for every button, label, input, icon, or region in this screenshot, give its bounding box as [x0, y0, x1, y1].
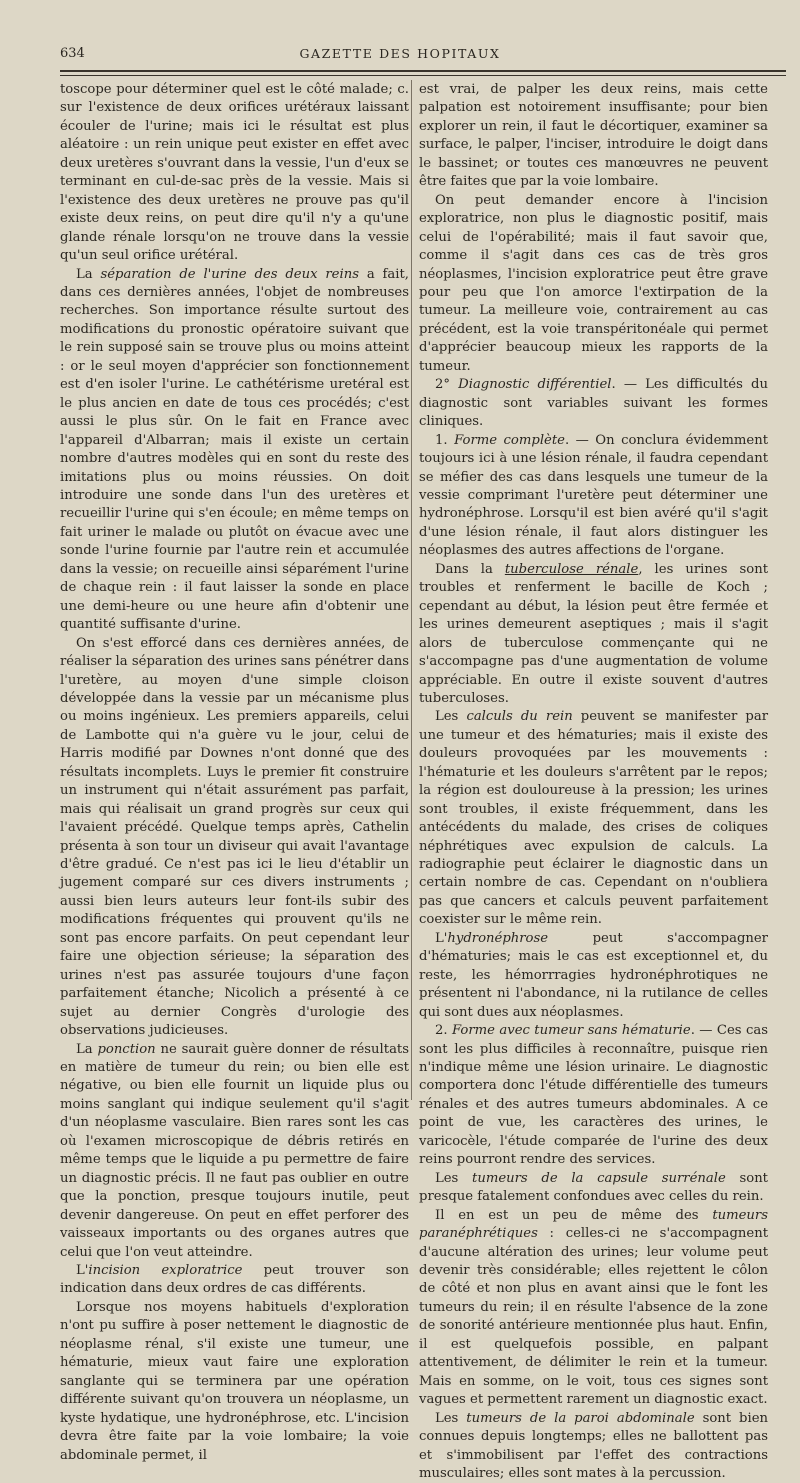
left-paragraph	[60, 1262, 409, 1299]
left-paragraph: On s'est efforcé dans ces dernières années, de réaliser la séparation des urines sans pénétrer dans l'uretère, au moyen d'une simple cloison développée dans la vessie par un mécanisme plus ou moins ingénieux. Les premiers appareils, celui de Lambotte qui n'a guère vu le jour, celui de Harris modifié par Downes n'ont donné que des résultats incomplets. Luys le premier fit construire un instrument qui n'était assurément pas parfait, mais qui réalisait un grand progrès sur ceux qui l'avaient précédé. Quelque temps après, Cathelin présenta à son tour un diviseur qui avait l'avantage d'être gradué. Ce n'est pas ici le lieu d'établir un jugement comparé sur ces divers instruments ; aussi bien leurs auteurs leur font-ils subir des modifications fréquentes qui prouvent qu'ils ne sont pas encore parfaits. On peut cependant leur faire une objection sérieuse; la séparation des urines n'est pas assurée toujours d'une façon parfaitement étanche; Nicolich a présenté à ce sujet au dernier Congrès d'urologie des observations judicieuses.	[60, 635, 409, 1039]
paragraph-lead: 2°	[435, 377, 459, 393]
paragraph-body: peut s'accompagner d'hématuries; mais le cas est exceptionnel et, du reste, les hémorrragies hydronéphrotiques ne présentent ni l'abondance, ni la rutilance de celles qui sont dues aux néoplasmes.	[419, 930, 768, 1020]
italic-term: hydronéphrose	[447, 930, 549, 946]
left-paragraph: toscope pour déterminer quel est le côté malade; c. sur l'existence de deux orifices urétéraux laissant écouler de l'urine; mais ici le résultat est plus aléatoire : un rein unique peut exister en effet avec deux uretères s'ouvrant dans la vessie, l'un d'eux se terminant en cul-de-sac près de la vessie. Mais si l'existence des deux uretères ne prouve pas qu'il existe deux reins, on peut dire qu'il n'y a qu'une glande rénale lorsqu'on ne trouve dans la vessie qu'un seul orifice urétéral.	[60, 82, 409, 264]
column-divider	[411, 80, 412, 1100]
paragraph-lead: Les	[435, 709, 467, 725]
paragraph-lead: 1.	[435, 432, 455, 448]
italic-term: incision exploratrice	[88, 1263, 243, 1278]
italic-term: tumeurs de la capsule surrénale	[472, 1170, 726, 1186]
right-paragraph	[419, 930, 768, 1022]
right-paragraph: est vrai, de palper les deux reins, mais cette palpation est notoirement insuffisante; pour bien explorer un rein, il faut le décortiquer, examiner sa surface, le palper, l'inciser, introduire le doigt dans le bassinet; or toutes ces manœuvres ne peuvent être faites que par la voie lombaire.	[419, 82, 768, 190]
paragraph-body: peut trouver son indication dans deux ordres de cas différents.	[60, 1263, 409, 1297]
paragraph-body: ne saurait guère donner de résultats en matière de tumeur du rein; ou bien elle est négative, ou bien elle fournit un liquide plus ou moins sanglant qui indique seulement qu'il s'agit d'un néoplasme vasculaire. Bien rares sont les cas où l'examen microscopique de débris retirés en même temps que le liquide a pu permettre de faire un diagnostic précis. Il ne faut pas oublier en outre que la ponction, presque toujours inutile, peut devenir dangereuse. On peut en effet perforer des vaisseaux importants ou des organes autres que celui que l'on veut atteindre.	[60, 1041, 409, 1260]
italic-term: tumeurs de la paroi abdominale	[466, 1410, 695, 1426]
paragraph-body: sont presque fatalement confondues avec celles du rein.	[419, 1170, 768, 1205]
right-paragraph	[419, 1207, 768, 1410]
left-column	[60, 81, 409, 1465]
left-paragraph	[60, 1041, 409, 1262]
page-number: 634	[60, 46, 85, 61]
right-paragraph	[419, 1170, 768, 1207]
header-rule-thin	[60, 75, 786, 76]
right-paragraph	[419, 561, 768, 709]
italic-term: Forme avec tumeur sans hématurie	[452, 1023, 691, 1039]
running-title: GAZETTE DES HOPITAUX	[299, 46, 501, 61]
paragraph-lead: Les	[435, 1170, 473, 1186]
right-paragraph	[419, 1410, 768, 1483]
right-paragraph	[419, 432, 768, 561]
left-paragraph: Lorsque nos moyens habituels d'exploration n'ont pu suffire à poser nettement le diagnostic de néoplasme rénal, s'il existe une tumeur, une hématurie, mieux vaut faire une exploration sanglante qui se terminera par une opération différente suivant qu'on trouvera un néoplasme, un kyste hydatique, une hydronéphrose, etc. L'incision devra être faite par la voie lombaire; la voie abdominale permet, il	[60, 1299, 409, 1463]
right-paragraph	[419, 708, 768, 929]
paragraph-lead: La	[76, 1041, 98, 1057]
paragraph-body: sont bien connues depuis longtemps; elles ne ballottent pas et s'immobilisent par l'effet des contractions musculaires; elles sont mates à la percussion.	[419, 1410, 768, 1481]
header-rule-thick	[60, 70, 786, 72]
paragraph-lead: L'	[435, 930, 448, 946]
paragraph-lead: 2.	[435, 1023, 452, 1039]
italic-term: Diagnostic différentiel	[458, 377, 612, 393]
paragraph-lead: Les	[435, 1410, 467, 1426]
right-column	[419, 81, 768, 1483]
paragraph-lead: L'	[76, 1263, 89, 1278]
paragraph-body: : celles-ci ne s'accompagnent d'aucune altération des urines; leur volume peut devenir très considérable; elles rejettent le côlon de côté et non plus en avant ainsi que le font les tumeurs du rein; il en résulte l'absence de la zone de sonorité antérieure mentionnée plus haut. Enfin, il est quelquefois possible, en palpant attentivement, de délimiter le rein et la tumeur. Mais en somme, on le voit, tous ces signes sont vagues et permettent rarement un diagnostic exact.	[419, 1226, 768, 1408]
paragraph-body: . — On conclura évidemment toujours ici à une lésion rénale, il faudra cependant se méfier des cas dans lesquels une tumeur de la vessie comprimant l'uretère peut déterminer une hydronéphrose. Lorsqu'il est bien avéré qu'il s'agit d'une lésion rénale, il faut alors distinguer les néoplasmes des autres affections de l'organe.	[419, 432, 768, 559]
left-paragraph	[60, 266, 409, 635]
italic-term: séparation de l'urine des deux reins	[100, 266, 359, 282]
paragraph-body: , les urines sont troubles et renferment le bacille de Koch ; cependant au début, la lésion peut être fermée et les urines demeurent aseptiques ; mais il s'agit alors de tuberculose commençante qui ne s'accompagne pas d'une augmentation de volume appréciable. En outre il existe souvent d'autres tuberculoses.	[419, 561, 768, 706]
italic-term: tumeurs paranéphrétiques	[419, 1207, 768, 1242]
paragraph-body: peuvent se manifester par une tumeur et des hématuries; mais il existe des douleurs provoquées par les mouvements : l'hématurie et les douleurs s'arrêtent par le repos; la région est douloureuse à la pression; les urines sont troubles, il existe fréquemment, dans les antécédents du malade, des crises de coliques néphrétiques avec expulsion de calculs. La radiographie peut éclairer le diagnostic dans un certain nombre de cas. Cependant on n'oubliera pas que cancers et calculs peuvent parfaitement coexister sur le même rein.	[419, 709, 768, 928]
italic-term: calculs du rein	[466, 709, 573, 725]
italic-term: tuberculose rénale	[504, 561, 639, 577]
italic-term: ponction	[97, 1041, 156, 1057]
paragraph-body: . — Les difficultés du diagnostic sont variables suivant les formes cliniques.	[419, 377, 768, 430]
paragraph-lead: Dans la	[435, 561, 505, 577]
right-paragraph	[419, 1022, 768, 1170]
paragraph-body: a fait, dans ces dernières années, l'objet de nombreuses recherches. Son importance résulte surtout des modifications du pronostic opératoire suivant que le rein supposé sain se trouve plus ou moins atteint : or le seul moyen d'apprécier son fonctionnement est d'en isoler l'urine. Le cathétérisme uretéral est le plus ancien en date de tous ces procédés; c'est aussi le plus sûr. On le fait en France avec l'appareil d'Albarran; mais il existe un certain nombre d'autres modèles qui en sont du reste des imitations plus ou moins réussies. On doit introduire une sonde dans l'un des uretères et recueillir l'urine qui s'en écoule; en même temps on fait uriner le malade ou plutôt on évacue avec une sonde l'urine fournie par l'autre rein et accumulée dans la vessie; on recueille ainsi séparément l'urine de chaque rein : il faut laisser la sonde en place une demi-heure ou une heure afin d'obtenir une quantité suffisante d'urine.	[60, 266, 410, 633]
paragraph-body: . — Ces cas sont les plus difficiles à reconnaître, puisque rien n'indique même une lésion urinaire. Le diagnostic comportera donc l'étude différentielle des tumeurs rénales et des autres tumeurs abdominales. A ce point de vue, les caractères des urines, le varicocèle, l'étude comparée de l'urine des deux reins pourront rendre des services.	[419, 1023, 768, 1168]
paragraph-lead: La	[76, 266, 101, 282]
right-paragraph	[419, 376, 768, 431]
right-paragraph: On peut demander encore à l'incision exploratrice, non plus le diagnostic positif, mais celui de l'opérabilité; mais il faut savoir que, comme il s'agit dans ces cas de très gros néoplasmes, l'incision exploratrice peut être grave pour peu que l'on amorce l'extirpation de la tumeur. La meilleure voie, contrairement au cas précédent, est la voie transpéritonéale qui permet d'apprécier beaucoup mieux les rapports de la tumeur.	[419, 192, 768, 374]
italic-term: Forme complète	[454, 432, 565, 448]
paragraph-lead: Il en est un peu de même des	[435, 1207, 713, 1223]
